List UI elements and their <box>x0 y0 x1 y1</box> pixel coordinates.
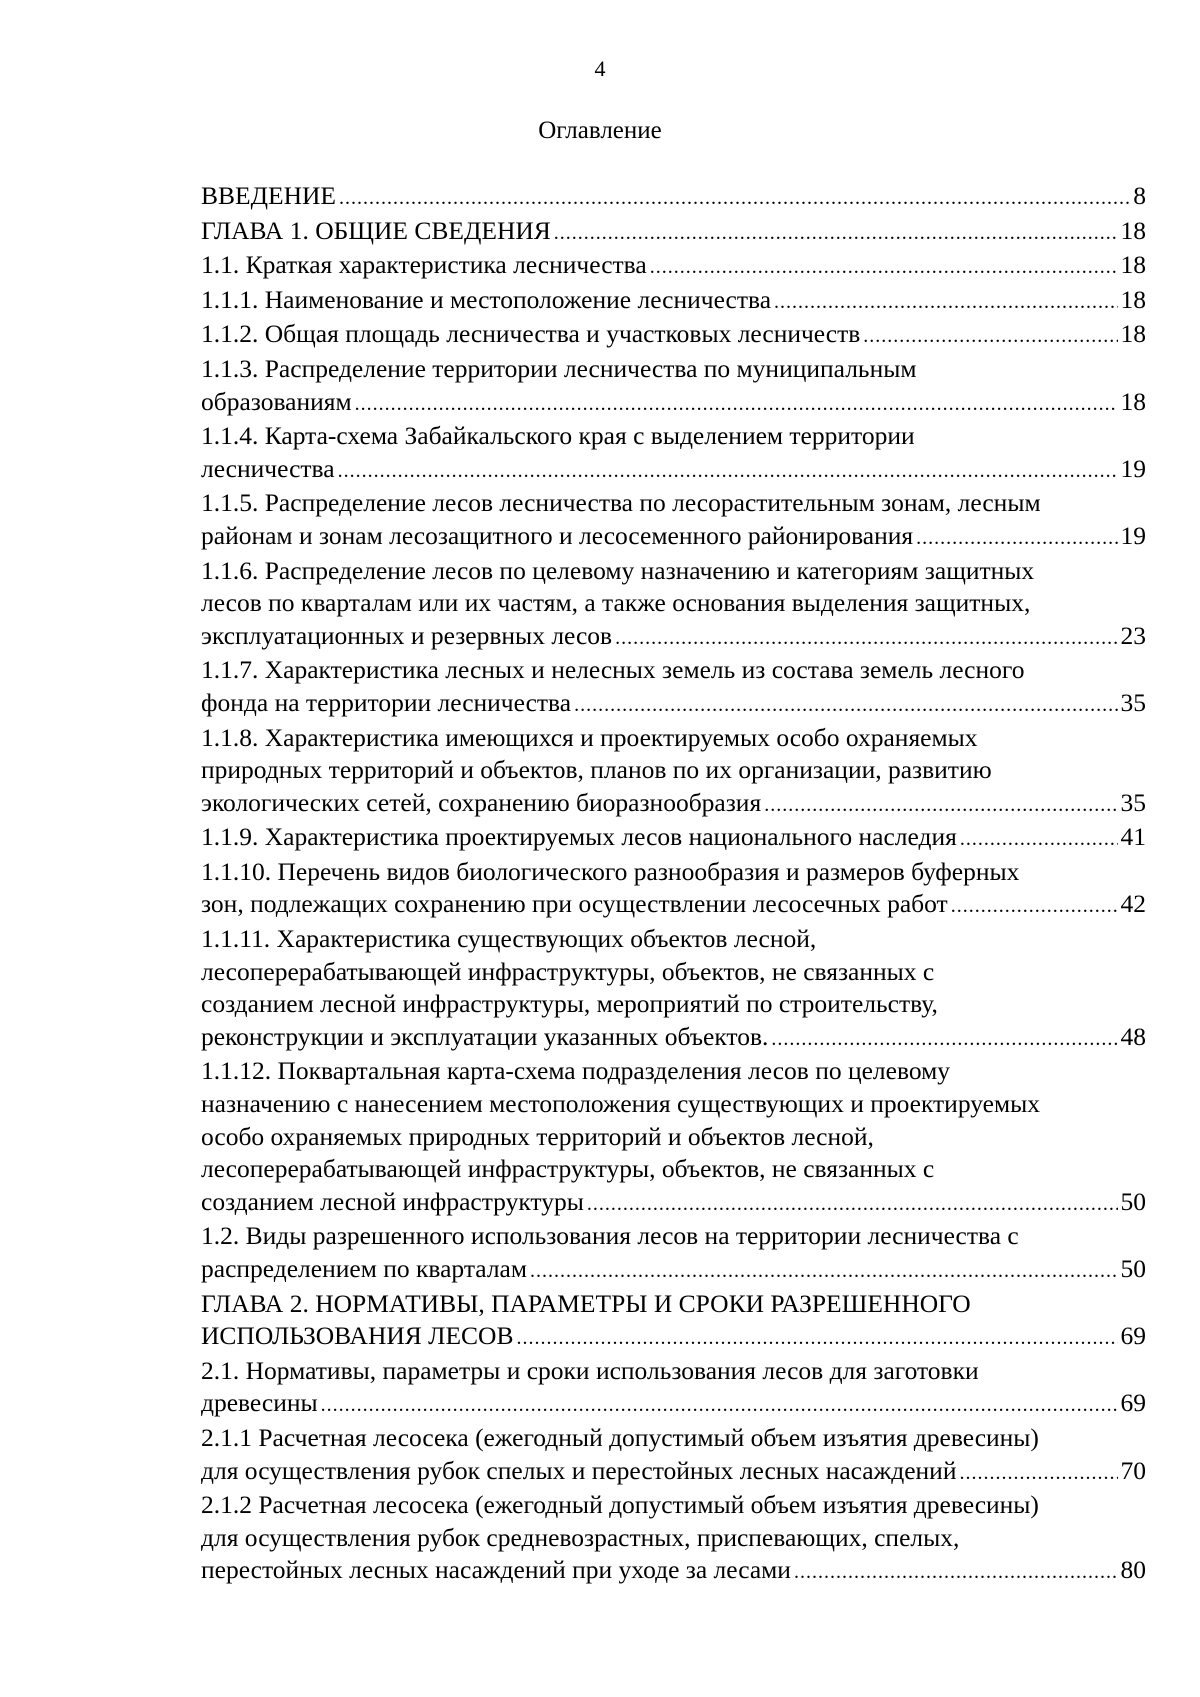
toc-entry-line: 1.1.12. Поквартальная карта-схема подразделения лесов по целевому <box>201 1056 950 1086</box>
toc-entry-last-line <box>201 215 1146 250</box>
toc-entry-last-line <box>201 1387 1146 1422</box>
page-number: 4 <box>594 56 606 81</box>
toc-entry-label: древесины <box>201 1388 318 1418</box>
toc-entry[interactable] <box>201 1288 1146 1355</box>
toc-page-number: 18 <box>1120 250 1146 280</box>
toc-entry-label: зон, подлежащих сохранению при осуществлении лесосечных работ <box>201 889 948 919</box>
dot-leader <box>764 789 1117 822</box>
toc-entry-last-line <box>201 453 1146 488</box>
toc-entry-last-line <box>201 787 1146 822</box>
toc-entry[interactable] <box>201 353 1146 420</box>
toc-entry-label: экологических сетей, сохранению биоразнообразия <box>201 787 762 817</box>
toc-entry-label: лесничества <box>201 453 335 483</box>
toc-entry-label: созданием лесной инфраструктуры <box>201 1186 584 1216</box>
toc-entry-label: 1.1. Краткая характеристика лесничества <box>201 250 647 280</box>
dot-leader <box>615 622 1117 655</box>
toc-entry-label: ВВЕДЕНИЕ <box>201 181 336 210</box>
toc-entry-last-line <box>201 1253 1146 1288</box>
toc-entry-last-line <box>201 249 1146 284</box>
toc-page-number: 18 <box>1120 215 1146 245</box>
toc-page-number: 35 <box>1120 687 1146 717</box>
toc-page-number: 80 <box>1120 1555 1146 1585</box>
dot-leader <box>355 388 1118 421</box>
toc-entry-last-line <box>201 1455 1146 1490</box>
toc-page-number: 35 <box>1120 787 1146 817</box>
toc-page-number: 69 <box>1120 1321 1146 1351</box>
dot-leader <box>516 1322 1117 1355</box>
toc-page-number: 69 <box>1120 1388 1146 1418</box>
toc-entry-last-line <box>201 520 1146 555</box>
toc-entry-label: 1.1.9. Характеристика проектируемых лесов национального наследия <box>201 822 957 852</box>
toc-entry-line: созданием лесной инфраструктуры, мероприятий по строительству, <box>201 989 938 1019</box>
toc-entry-line: 2.1.1 Расчетная лесосека (ежегодный допустимый объем изъятия древесины) <box>201 1422 1039 1452</box>
toc-entry[interactable] <box>201 284 1146 319</box>
toc-entry-line: 1.1.7. Характеристика лесных и нелесных земель из состава земель лесного <box>201 655 1025 685</box>
toc-entry[interactable] <box>201 856 1146 923</box>
toc-entry[interactable] <box>201 420 1146 487</box>
toc-entry-last-line <box>201 1554 1146 1589</box>
toc-entry[interactable] <box>201 1422 1146 1489</box>
toc-entry-last-line <box>201 888 1146 923</box>
toc-entry-last-line <box>201 180 1146 215</box>
toc-entry-line: 1.1.5. Распределение лесов лесничества по лесорастительным зонам, лесным <box>201 488 1041 518</box>
toc-entry-last-line <box>201 386 1146 421</box>
toc-entry-line: особо охраняемых природных территорий и объектов лесной, <box>201 1121 874 1151</box>
toc-entry-label: 1.1.1. Наименование и местоположение лесничества <box>201 284 772 314</box>
dot-leader <box>771 1023 1117 1056</box>
toc-page-number: 18 <box>1120 386 1146 416</box>
dot-leader <box>650 251 1118 284</box>
toc-entry-line: 1.2. Виды разрешенного использования лесов на территории лесничества с <box>201 1221 1019 1251</box>
dot-leader <box>959 1457 1117 1490</box>
toc-entry-line: лесов по кварталам или их частям, а также основания выделения защитных, <box>201 588 1031 618</box>
toc-entry-last-line <box>201 687 1146 722</box>
toc-entry-label: для осуществления рубок спелых и перестойных лесных насаждений <box>201 1455 957 1485</box>
toc-entry-line: природных территорий и объектов, планов по их организации, развитию <box>201 755 992 785</box>
toc-entry[interactable] <box>201 555 1146 655</box>
dot-leader <box>951 890 1118 923</box>
dot-leader <box>916 522 1117 555</box>
toc-entry-line: 2.1.2 Расчетная лесосека (ежегодный допустимый объем изъятия древесины) <box>201 1490 1039 1520</box>
toc-entry[interactable] <box>201 487 1146 554</box>
toc-entry-line: 1.1.10. Перечень видов биологического разнообразия и размеров буферных <box>201 856 1020 886</box>
toc-page-number: 41 <box>1120 822 1146 852</box>
dot-leader <box>530 1255 1118 1288</box>
toc-page-number: 42 <box>1120 889 1146 919</box>
toc-entry-line: ГЛАВА 2. НОРМАТИВЫ, ПАРАМЕТРЫ И СРОКИ РАЗРЕШЕННОГО <box>201 1288 971 1318</box>
dot-leader <box>774 286 1117 319</box>
toc-entry[interactable] <box>201 1489 1146 1589</box>
toc-page-number: 19 <box>1120 520 1146 550</box>
toc-entry[interactable] <box>201 215 1146 250</box>
dot-leader <box>554 217 1118 250</box>
toc-entry-last-line <box>201 620 1146 655</box>
toc-page-number: 18 <box>1120 284 1146 314</box>
toc-entry-last-line <box>201 284 1146 319</box>
toc-page-number: 8 <box>1133 181 1146 210</box>
toc-entry-label: фонда на территории лесничества <box>201 687 572 717</box>
dot-leader <box>794 1556 1118 1589</box>
toc-page-number: 19 <box>1120 453 1146 483</box>
toc-page-number: 18 <box>1120 319 1146 349</box>
toc-entry-last-line <box>201 1021 1146 1056</box>
toc-page-number: 23 <box>1120 620 1146 650</box>
toc-entry-line: 1.1.11. Характеристика существующих объектов лесной, <box>201 924 817 954</box>
toc-entry-label: образованиям <box>201 386 352 416</box>
toc-page-number: 50 <box>1120 1186 1146 1216</box>
toc-entry-line: 1.1.4. Карта-схема Забайкальского края с выделением территории <box>201 421 915 451</box>
toc-entry-line: 2.1. Нормативы, параметры и сроки использования лесов для заготовки <box>201 1355 979 1385</box>
toc-entry-label: ИСПОЛЬЗОВАНИЯ ЛЕСОВ <box>201 1321 514 1351</box>
toc-entry-label: 1.1.2. Общая площадь лесничества и участковых лесничеств <box>201 319 861 349</box>
toc-entry[interactable] <box>201 180 1146 215</box>
toc-entry-last-line <box>201 821 1146 856</box>
toc-entry-label: распределением по кварталам <box>201 1254 527 1283</box>
toc-entry[interactable] <box>201 249 1146 284</box>
toc-entry-line: лесоперерабатывающей инфраструктуры, объектов, не связанных с <box>201 1154 935 1184</box>
toc-entry-line: лесоперерабатывающей инфраструктуры, объектов, не связанных с <box>201 956 935 986</box>
toc-entry-line: 1.1.8. Характеристика имеющихся и проектируемых особо охраняемых <box>201 722 978 752</box>
toc-page-number: 70 <box>1120 1455 1146 1485</box>
dot-leader <box>338 455 1118 488</box>
toc-entry[interactable] <box>201 654 1146 721</box>
toc-entry-label: районам и зонам лесозащитного и лесосеменного районирования <box>201 520 914 550</box>
dot-leader <box>960 823 1118 856</box>
dot-leader <box>339 182 1130 215</box>
toc-entry-label: перестойных лесных насаждений при уходе за лесами <box>201 1555 791 1585</box>
dot-leader <box>863 320 1117 353</box>
toc-entry[interactable] <box>201 923 1146 1055</box>
toc-entry[interactable] <box>201 821 1146 856</box>
toc-entry-last-line <box>201 318 1146 353</box>
toc-entry[interactable] <box>201 1220 1146 1287</box>
toc-entry-label: реконструкции и эксплуатации указанных объектов. <box>201 1021 769 1051</box>
toc-entry[interactable] <box>201 1355 1146 1422</box>
toc-entry-line: для осуществления рубок средневозрастных, приспевающих, спелых, <box>201 1522 960 1552</box>
toc-entry-line: 1.1.3. Распределение территории лесничества по муниципальным <box>201 353 917 383</box>
dot-leader <box>587 1188 1118 1221</box>
table-of-contents <box>201 180 1146 1589</box>
dot-leader <box>574 689 1117 722</box>
toc-entry-line: 1.1.6. Распределение лесов по целевому назначению и категориям защитных <box>201 555 1035 585</box>
toc-entry-label: ГЛАВА 1. ОБЩИЕ СВЕДЕНИЯ <box>201 215 551 245</box>
toc-entry-label: эксплуатационных и резервных лесов <box>201 620 613 650</box>
dot-leader <box>321 1389 1118 1422</box>
toc-title: Оглавление <box>538 117 662 144</box>
toc-entry-last-line <box>201 1320 1146 1355</box>
toc-entry[interactable] <box>201 1055 1146 1220</box>
toc-entry[interactable] <box>201 722 1146 822</box>
toc-entry-line: назначению с нанесением местоположения существующих и проектируемых <box>201 1089 1040 1119</box>
toc-entry-last-line <box>201 1186 1146 1221</box>
toc-entry[interactable] <box>201 318 1146 353</box>
toc-page-number: 50 <box>1120 1254 1146 1283</box>
toc-page-number: 48 <box>1120 1021 1146 1051</box>
